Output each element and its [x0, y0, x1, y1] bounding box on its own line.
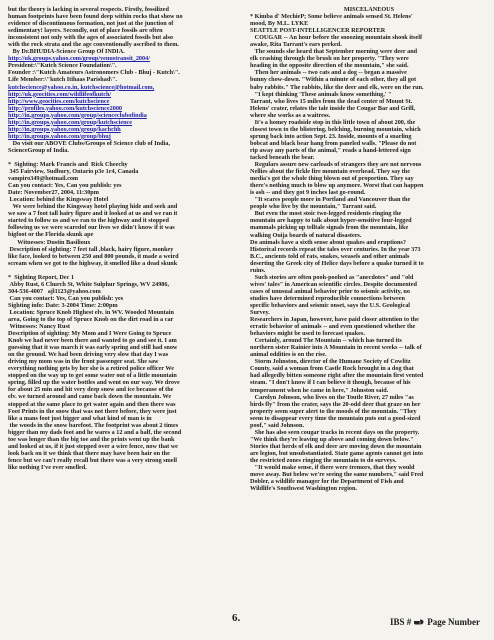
text-line: Location: behind the Kingsway Hotel	[8, 196, 109, 204]
text-line: Dobler, a wildlife manager for the Department of Fish and	[250, 478, 404, 486]
pointing-hand-icon	[414, 618, 424, 626]
contact-list	[8, 62, 244, 83]
text-line: By Dr.BHUDIA-Science Group Of INDIA.	[8, 48, 125, 56]
text-line: * Kimba d' MechieP; Some believe animals sensed St. Helens'	[250, 13, 413, 21]
text-line: guessing that it was march it was early spring and still had snow	[8, 344, 178, 352]
text-line: walking Ouija boards of natural disasters.	[250, 231, 362, 239]
text-line: She has also seen cougar tracks in recent days on the property.	[250, 428, 420, 436]
text-line: we saw a 7 foot tall hairy figure and it looked at us and we ran it	[8, 210, 178, 218]
text-line: closest town to the blistering, belching, burning mountain, which	[250, 125, 421, 133]
text-line: mammals picking up telltale signals from the mountain, like	[250, 224, 409, 232]
text-line: steam. "I don't know if I can believe it though, because of his	[250, 379, 411, 387]
text-line: 345 Fairview, Sudbury, Ontario p3e 1r4, Canada	[8, 168, 139, 176]
link-line[interactable]: http://uk.groups.yahoo.com/group/venustransit_2004/	[8, 55, 150, 63]
link-line[interactable]: http://in.groups.yahoo.com/group/kachchh	[8, 125, 121, 133]
text-line: baby rabbits." The rabbits, like the deer and elk, were on the run.	[250, 83, 424, 91]
link-line[interactable]: http://www.geocities.com/kutchscience	[8, 97, 110, 105]
link-line[interactable]: http://uk.geocities.com/wildlifeofkutch/	[8, 90, 112, 98]
text-line: media's got the whole thing blown out of proportion. They say	[250, 175, 414, 183]
text-line: But even the most stoic two-legged residents ringing the	[250, 210, 402, 218]
text-line: vampiro349@hotmail.com	[8, 175, 79, 183]
text-line: people who live by the mountain," Tarrant said.	[250, 203, 377, 211]
sighting-report-2	[8, 274, 244, 471]
text-line: following us we were scaredof our lives we didn't know if it was	[8, 224, 175, 232]
text-line: County, said a woman from Castle Rock brought in a dog that	[250, 365, 414, 373]
text-line: move away. But below we're seeing the same numbers," said Fred	[250, 471, 424, 479]
section-heading: MISCELANEOUS	[343, 6, 395, 13]
text-line: human footprints have been found deep within rocks that show no	[8, 13, 183, 21]
link-line[interactable]: kutchscience@yahoo.co.in, kutchscience@hotmail.com,	[8, 83, 155, 91]
text-line: elk crashing through the brush on her property. "They were	[250, 55, 409, 63]
text-line: deserting the Greek city of Helice days before a quake turned it to	[250, 259, 424, 267]
text-line: Certainly, around The Mountain -- which has turned its	[250, 337, 402, 345]
text-line: tacked beneath the bear.	[250, 153, 315, 161]
text-line: awake, Rita Tarrant's ears perked.	[250, 41, 342, 49]
text-line: on the ground. We had been driving very slow that day I was	[8, 351, 169, 359]
text-line: are legion, but unsubstantiated. State game agents cannot get into	[250, 449, 423, 457]
text-line: Life Member:\"kutch Itihaas Parishad\".	[8, 76, 117, 84]
text-line: studies have determined reproducible connections between	[250, 294, 405, 302]
footer-label: Page Number	[427, 617, 480, 627]
text-line: bunny chow-down. "Within a minute of each other, they all got	[250, 76, 417, 84]
text-line: spring, filled up the water bottles and went on our way. We drove	[8, 379, 180, 387]
text-line: evidence of discontinuous formation, not just at the junction of	[8, 20, 174, 28]
text-line: Carolyn Johnson, who lives on the Toutle River, 27 miles "as	[250, 393, 414, 401]
text-line: Do animals have a sixth sense about quakes and eruptions?	[250, 238, 406, 246]
text-line: seem to disappear every time the mountain puts out a good-sized	[250, 414, 421, 422]
text-line: rip away any parts of the animal," reads a hand-lettered sign	[250, 146, 411, 154]
text-line: animal oddities is on the rise.	[250, 351, 327, 359]
intro-paragraph	[8, 6, 244, 55]
text-line: "I kept thinking 'These animals know something,' "	[250, 90, 392, 98]
text-line: "It scares people more in Portland and Vancouver than the	[250, 196, 411, 204]
text-line: Knob we had never been there and wanted to go and see it. I am	[8, 337, 177, 345]
text-line: toe was longer than the big toe and the prints went up the bank	[8, 435, 175, 443]
sighting-report-1	[8, 161, 244, 267]
text-line: Survey.	[250, 309, 270, 317]
text-line: sedimentary! layers. Secondly, out of place fossils are often	[8, 27, 163, 35]
text-line: "It would make sense, if there were tremors, that they would	[250, 464, 415, 472]
text-line: Stories that herds of elk and deer are moving down the mountain	[250, 442, 422, 450]
text-line: Description of sighting: My Mom and I Were Going to Spruce	[8, 330, 172, 338]
text-line: the woods in the snow barefoot. The footprint was about 2 times	[8, 421, 179, 429]
text-line: stopped at the same place to get water again and then there was	[8, 400, 176, 408]
text-line: like face, looked to between 250 and 800 pounds, it made a weird	[8, 252, 179, 260]
text-line: Witnesses: Nancy Rust	[8, 323, 70, 331]
text-line: Can you contact: Yes, Can you publish: yes	[8, 182, 122, 190]
text-line: Researchers in Japan, however, have paid closer attention to the	[250, 316, 419, 324]
text-line: SEATTLE POST-INTELLIGENCER REPORTER	[250, 27, 386, 35]
text-line: driving my mom was in the front passenger seat. She saw	[8, 358, 159, 366]
text-line: President:\"Kutch Science Foundation\".	[8, 62, 117, 70]
left-column	[8, 6, 244, 471]
text-line: with the rock strata and the age conventionally ascribed to them.	[8, 41, 179, 49]
text-line: COUGAR -- An hour before the snoozing mountain shook itself	[250, 34, 423, 42]
text-line: behaviors might be used to forecast quakes.	[250, 330, 365, 338]
text-line: ruins.	[250, 266, 266, 274]
text-line: Do visit our ABOVE Clubs/Groups of Science club of India,	[8, 139, 170, 147]
text-line: cases of unusual animal behavior prior to seismic activity, no	[250, 287, 410, 295]
text-line: Tarrant, who lives 15 miles from the dead center of Mount St.	[250, 97, 413, 105]
link-line[interactable]: http://profiles.yahoo.com/kutchscience2000	[8, 104, 123, 112]
text-line: poof," said Johnson.	[250, 421, 304, 429]
text-line: elv. we turned around and came back down the mountain. We	[8, 393, 172, 401]
text-line: sprung back into action Sept. 23. Inside, mounts of a snarling	[250, 132, 412, 140]
text-line: Foot Prints in the snow that was not there before, they were just	[8, 407, 177, 415]
text-line: there's nothing much to blow up anymore. Worst that can happen	[250, 182, 424, 190]
text-line: Date: November27, 2004, 11:30pm	[8, 189, 99, 197]
text-line: specific behaviors and seismic onset, says the U.S. Geological	[250, 301, 411, 309]
outro-paragraph	[8, 140, 244, 154]
text-line: Wildlife's Southwest Washington region.	[250, 485, 357, 493]
text-line: like a mans foot just bigger and what kind of man is in	[8, 414, 152, 422]
text-line: Description of sighting: 7 feet tall ,black, hairy figure, monkey	[8, 245, 174, 253]
text-line: Regulars assure new carloads of strangers they are not nervous	[250, 161, 422, 169]
text-line: bigfoot or the Florida skunk ape	[8, 231, 94, 239]
text-line: Location: Spruce Knob Highest elv. in WV. Wooded Mountain	[8, 308, 174, 316]
text-line: like nothing I've ever smelled.	[8, 463, 87, 471]
text-line: B.C., ancients told of rats, snakes, weasels and other animals	[250, 252, 410, 260]
text-line: birds fly" from the crater, says the 20-odd deer that graze on her	[250, 400, 421, 408]
text-line: Abby Rust, 6 Church St, White Sulphur Springs, WV 24986,	[8, 280, 170, 288]
text-line: Nellies about the fickle fire mountain overhead. They say the	[250, 168, 410, 176]
text-line: look back on it we think that there may have been hair on the	[8, 449, 170, 457]
article-body	[250, 13, 488, 492]
text-line: It's a homey roadside stop in this little town of about 200, the	[250, 118, 416, 126]
text-line: and looked at us, if it just stepped over a wire fence, now that we	[8, 442, 178, 450]
text-line: fence but we can't really recall but there was a very strong smell	[8, 456, 177, 464]
text-line: the restricted zones ringing the mountain to do surveys.	[250, 457, 397, 464]
text-line: everything nothing gets by her she is a retired police officer We	[8, 365, 174, 373]
link-line[interactable]: http://in.groups.yahoo.com/group/scienceclubofindia	[8, 111, 147, 119]
text-line: Sighting info: Date: 3-2004 Time: 2:00pm	[8, 301, 118, 309]
text-line: scream when we got to the highway, it smelled like a dead skunk	[8, 259, 178, 267]
text-line: 304-536-4007 ajl1123@yahoo.com	[8, 287, 101, 295]
link-list-1	[8, 55, 244, 62]
text-line: ScienceGroup of India.	[8, 146, 69, 154]
text-line: Historical records repeat the tales over centuries. In the year 373	[250, 245, 421, 253]
right-column	[250, 6, 488, 492]
footer	[390, 617, 480, 627]
text-line: northern sister Rainier into A Mountain in recent weeks -- talk of	[250, 344, 422, 352]
text-line: "We think they're leaving up above and coming down below."	[250, 435, 414, 443]
text-line: property seem super alert to the moods of the mountain. "They	[250, 407, 417, 415]
text-line: bobcat and black bear hang from paneled walls. "Please do not	[250, 139, 417, 147]
text-line: erratic behavior of animals -- and even questioned whether the	[250, 323, 416, 331]
text-line: mood, By M.L. LYKE	[250, 20, 309, 28]
footer-prefix: IBS #	[389, 617, 412, 627]
text-line: We were behind the Kingsway hotel playing hide and seek and	[8, 203, 178, 211]
text-line: stopped on the way up to get some water out of a little mountain	[8, 372, 177, 380]
text-line: mountain are happy to talk about hyper-sensitive four-legged	[250, 217, 412, 225]
text-line: * Sighting: Mark Francis and Rick Cheechy	[8, 160, 128, 168]
link-list-2	[8, 84, 244, 140]
text-line: Can you contact: Yes, Can you publish: yes	[8, 294, 124, 302]
text-line: Founder :\"Kutch Amateurs Astronomers Club - Bhuj - Kutch\".	[8, 69, 180, 77]
text-line: inconsistent not only with the ages of associated fossils but also	[8, 34, 174, 42]
text-line: Then her animals -- two cats and a dog -- began a massive	[250, 69, 407, 77]
text-line: area, Going to the top of Spruce Knob on the dirt road in a car	[8, 315, 174, 323]
text-line: Witnesses: Dustin Basilioux	[8, 238, 91, 246]
text-line: started to follow us and we ran to the highway and it stopped	[8, 217, 169, 225]
text-line: where she works as a waitress.	[250, 111, 331, 119]
text-line: but the theory is lacking in several respects. Firstly, fossilized	[8, 6, 169, 13]
text-line: The sounds she heard that September morning were deer and	[250, 48, 418, 56]
link-line[interactable]: http://in.groups.yahoo.com/group/kutchscience	[8, 118, 133, 126]
link-line[interactable]: http://in.groups.yahoo.com/group/bhuj	[8, 132, 111, 140]
text-line: heading in the opposite direction of the mountain," she said.	[250, 62, 409, 70]
text-line: for about 25 min and hit very deep snow and ice because of the	[8, 386, 174, 394]
text-line: Such stories are often pooh-poohed as "anecdotes" and "old	[250, 273, 414, 281]
text-line: temperament when he came in here," Johnston said.	[250, 386, 389, 394]
text-line: Storm Johnston, director of the Humane Society of Cowlitz	[250, 358, 411, 366]
text-line: had allegedly bitten someone right after the mountain first vented	[250, 372, 424, 380]
text-line: Helens' crater, relates the tale inside the Cougar Bar and Grill,	[250, 104, 416, 112]
text-line: * Sighting Report, Dec 1	[8, 273, 74, 281]
text-line: bigger than my dads foot and he wares a 12 and a half, the second	[8, 428, 182, 436]
page-number: 6.	[232, 612, 241, 624]
text-line: wives' tales" in American scientific circles. Despite documented	[250, 280, 417, 288]
text-line: is ash -- and they got 9 inches last go-round.	[250, 189, 366, 197]
